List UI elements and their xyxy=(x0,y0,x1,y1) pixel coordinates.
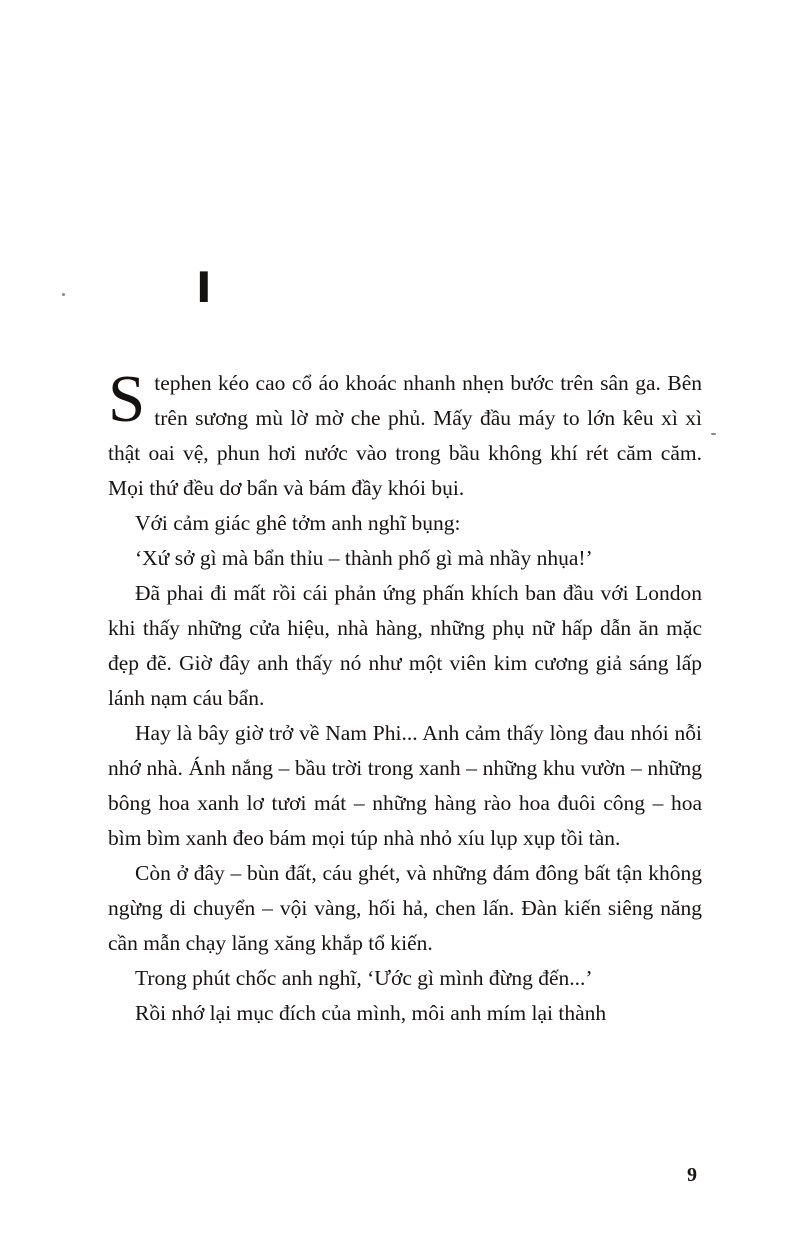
paragraph: Rồi nhớ lại mục đích của mình, môi anh mím lại thành xyxy=(135,1001,607,1025)
paragraph: Hay là bây giờ trở về Nam Phi... Anh cảm thấy lòng đau nhói nỗi nhớ nhà. Ánh nắng – bầu trời trong xanh – những khu vườn – những bông hoa xanh lơ tươi mát – những hàng rào hoa đuôi công – hoa bìm bìm xanh đeo bám mọi túp nhà nhỏ xíu lụp xụp tồi tàn. xyxy=(108,721,702,850)
text-block xyxy=(108,362,702,1031)
scan-speck xyxy=(62,293,65,296)
scan-speck xyxy=(711,433,716,435)
page-number: 9 xyxy=(687,1164,697,1186)
paragraph-text: tephen kéo cao cổ áo khoác nhanh nhẹn bước trên sân ga. Bên trên sương mù lờ mờ che phủ. Mấy đầu máy to lớn kêu xì xì thật oai vệ, phun hơi nước vào trong bầu không khí rét căm căm. Mọi thứ đều dơ bẩn và bám đầy khói bụi. xyxy=(108,371,702,500)
paragraph: ‘Xứ sở gì mà bẩn thỉu – thành phố gì mà nhầy nhụa!’ xyxy=(135,546,593,570)
drop-cap: S xyxy=(108,362,146,436)
paragraph: Với cảm giác ghê tởm anh nghĩ bụng: xyxy=(135,511,461,535)
paragraph: Đã phai đi mất rồi cái phản ứng phấn khích ban đầu với London khi thấy những cửa hiệu, nhà hàng, những phụ nữ hấp dẫn ăn mặc đẹp đẽ. Giờ đây anh thấy nó như một viên kim cương giả sáng lấp lánh nạm cáu bẩn. xyxy=(108,581,702,710)
paragraph: Trong phút chốc anh nghĩ, ‘Ước gì mình đừng đến...’ xyxy=(135,966,593,990)
paragraph: Còn ở đây – bùn đất, cáu ghét, và những đám đông bất tận không ngừng di chuyển – vội vàng, hối hả, chen lấn. Đàn kiến siêng năng cần mẫn chạy lăng xăng khắp tổ kiến. xyxy=(108,861,702,955)
chapter-number: I xyxy=(196,263,212,312)
paragraph xyxy=(108,362,702,506)
